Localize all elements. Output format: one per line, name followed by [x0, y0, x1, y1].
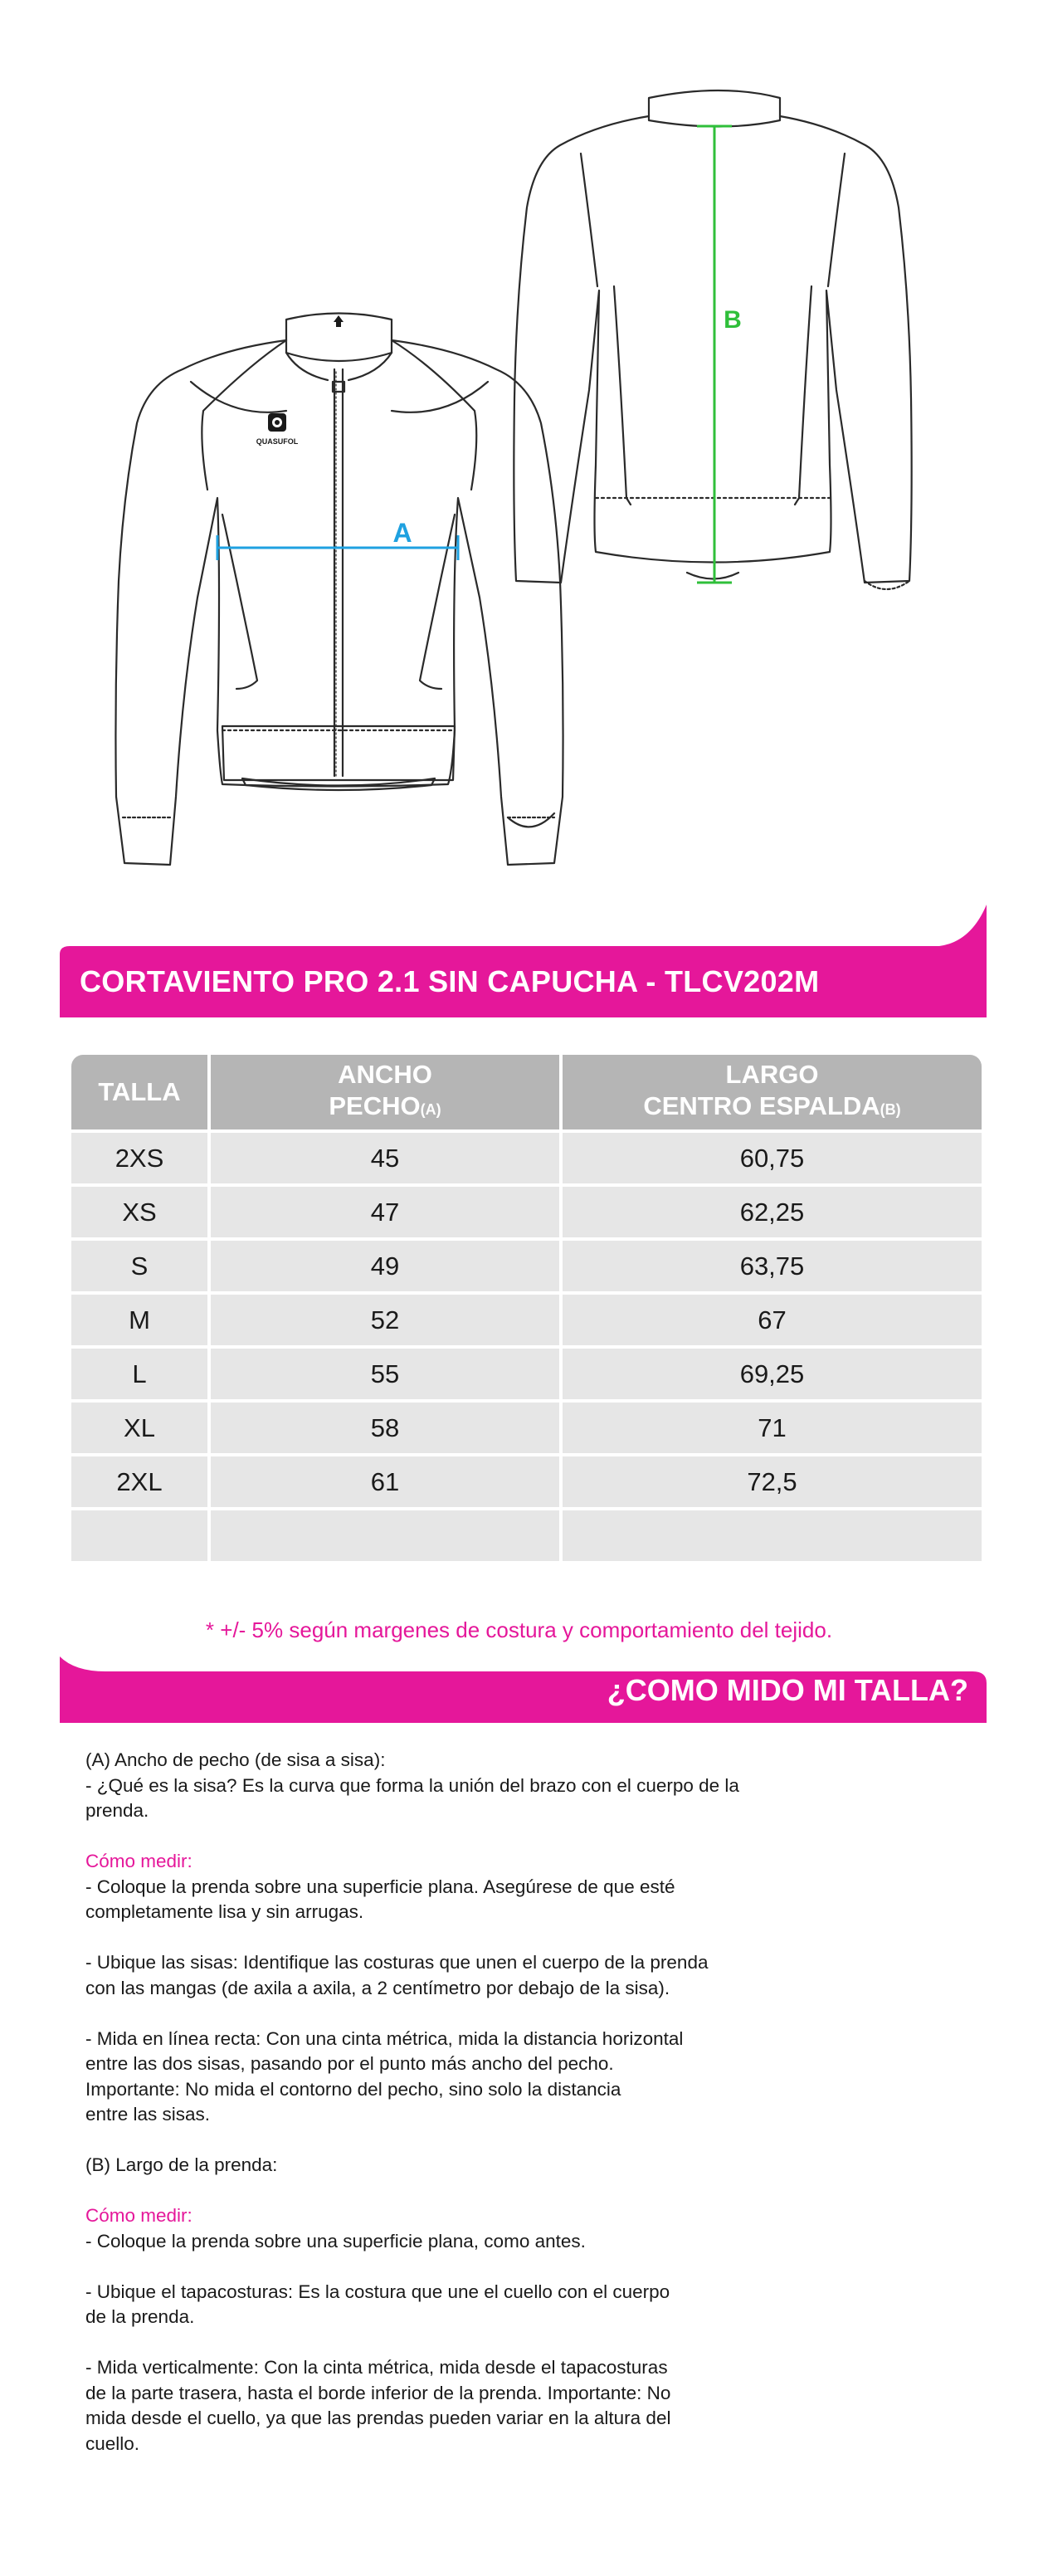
size-cell: XL [71, 1403, 207, 1453]
header-size: TALLA [71, 1055, 207, 1129]
table-row [71, 1241, 982, 1291]
tolerance-note: * +/- 5% según margenes de costura y comportamiento del tejido. [205, 1617, 833, 1642]
size-cell: XS [71, 1187, 207, 1237]
chest-cell: 49 [211, 1241, 559, 1291]
chest-cell: 61 [211, 1456, 559, 1507]
size-cell: M [71, 1295, 207, 1345]
size-cell: 2XL [71, 1456, 207, 1507]
table-row [71, 1133, 982, 1183]
size-cell: S [71, 1241, 207, 1291]
collar-logo-icon [334, 315, 344, 327]
size-cell: L [71, 1349, 207, 1399]
a-step-1: - Coloque la prenda sobre una superficie plana. Asegúrese de que esté completamente lisa y sin arrugas. [85, 1876, 675, 1922]
b-step-2: - Ubique el tapacosturas: Es la costura que une el cuello con el cuerpo de la prenda. [85, 2281, 670, 2327]
table-header-row [71, 1055, 982, 1129]
brand-logo-icon [268, 413, 286, 432]
brand-logo-text: QUASUFOL [256, 437, 299, 446]
length-cell: 72,5 [563, 1456, 982, 1507]
size-cell [71, 1510, 207, 1561]
front-jacket [115, 314, 563, 866]
measure-instructions [85, 1748, 799, 2482]
product-title-banner [60, 905, 987, 1017]
measure-line-b [697, 126, 732, 583]
chest-cell: 47 [211, 1187, 559, 1237]
section-b-title: (B) Largo de la prenda: [85, 2154, 278, 2175]
measure-label-b: B [724, 306, 742, 334]
jacket-illustration [0, 0, 1038, 896]
table-row [71, 1456, 982, 1507]
how-to-banner [60, 1656, 987, 1723]
back-jacket [514, 90, 911, 589]
length-cell: 67 [563, 1295, 982, 1345]
chest-cell: 55 [211, 1349, 559, 1399]
length-cell [563, 1510, 982, 1561]
length-cell: 60,75 [563, 1133, 982, 1183]
length-cell: 69,25 [563, 1349, 982, 1399]
header-chest: ANCHO PECHO(A) [211, 1055, 559, 1129]
how-to-title: ¿COMO MIDO MI TALLA? [607, 1673, 968, 1707]
measure-label-a: A [392, 518, 412, 548]
chest-cell: 58 [211, 1403, 559, 1453]
a-step-2: - Ubique las sisas: Identifique las costuras que unen el cuerpo de la prenda con las mangas (de axila a axila, a 2 centímetro por debajo de la sisa). [85, 1952, 709, 1998]
how-label-b: Cómo medir: [85, 2205, 192, 2226]
b-step-3: - Mida verticalmente: Con la cinta métrica, mida desde el tapacosturas de la parte trasera, hasta el borde inferior de la prenda. Importante: No mida desde el cuello, ya que las prendas pueden variar en la altura del cuello. [85, 2357, 671, 2454]
chest-cell: 52 [211, 1295, 559, 1345]
size-cell: 2XS [71, 1133, 207, 1183]
product-title: CORTAVIENTO PRO 2.1 SIN CAPUCHA - TLCV202M [80, 964, 820, 998]
table-row [71, 1187, 982, 1237]
section-a-title: (A) Ancho de pecho (de sisa a sisa): [85, 1749, 386, 1770]
section-a-intro: - ¿Qué es la sisa? Es la curva que forma la unión del brazo con el cuerpo de la prenda. [85, 1774, 739, 1821]
table-row [71, 1510, 982, 1561]
a-step-3: - Mida en línea recta: Con una cinta métrica, mida la distancia horizontal entre las dos sisas, pasando por el punto más ancho del pecho. Importante: No mida el contorno del pecho, sino solo la distancia entre las sisas. [85, 2027, 684, 2125]
table-row [71, 1403, 982, 1453]
length-cell: 62,25 [563, 1187, 982, 1237]
measure-line-a [217, 535, 458, 560]
size-table [68, 1051, 985, 1564]
chest-cell [211, 1510, 559, 1561]
length-cell: 63,75 [563, 1241, 982, 1291]
header-length: LARGO CENTRO ESPALDA(B) [563, 1055, 982, 1129]
b-step-1: - Coloque la prenda sobre una superficie plana, como antes. [85, 2230, 586, 2252]
how-label-a: Cómo medir: [85, 1851, 192, 1871]
table-row [71, 1295, 982, 1345]
chest-cell: 45 [211, 1133, 559, 1183]
table-row [71, 1349, 982, 1399]
length-cell: 71 [563, 1403, 982, 1453]
